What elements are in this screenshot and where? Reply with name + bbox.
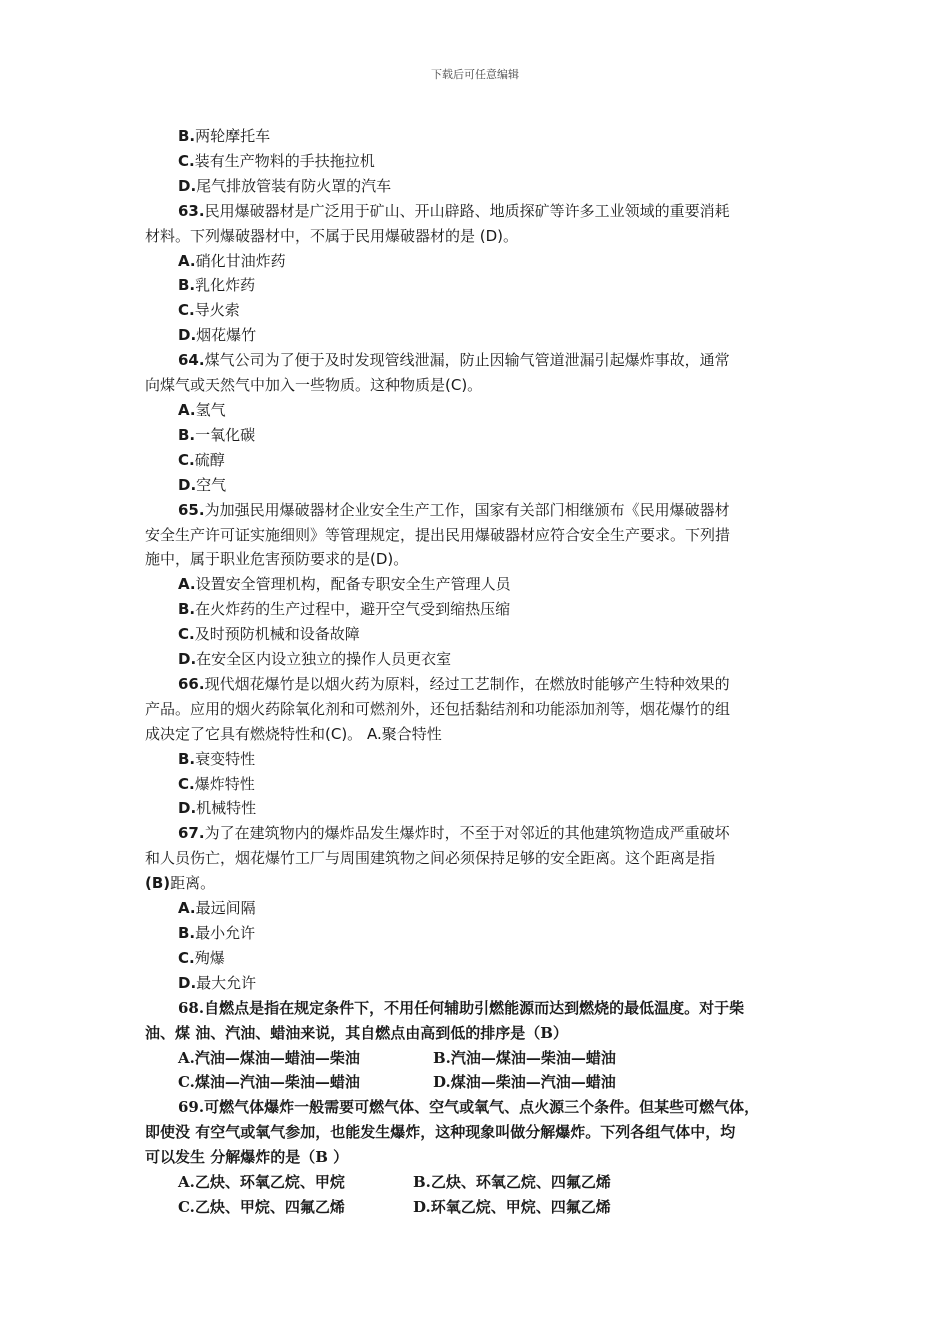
line-text: 在火炸药的生产过程中，避开空气受到缩热压缩 [195, 600, 511, 619]
line-text: 氢气 [195, 400, 226, 419]
option-line [145, 796, 815, 821]
question-68-line-1: 68.自燃点是指在规定条件下，不用任何辅助引燃能源而达到燃烧的最低温度。对于柴 [178, 998, 745, 1017]
option-line [145, 597, 815, 622]
option-line [145, 971, 815, 996]
line-number: A. [178, 575, 196, 594]
option-c: C.乙炔、甲烷、四氟乙烯 [178, 1197, 345, 1216]
line-number: D. [178, 176, 197, 195]
option-line [145, 249, 815, 274]
option-line [145, 747, 815, 772]
line-text: 殉爆 [194, 948, 225, 967]
line-number: (B) [145, 874, 171, 893]
question-continuation-line [145, 871, 815, 896]
document-body [145, 124, 815, 1220]
line-text: 及时预防机械和设备故障 [194, 625, 360, 644]
line-number: C. [178, 151, 195, 170]
line-number: C. [178, 625, 195, 644]
line-number: C. [178, 301, 195, 320]
line-text: 为加强民用爆破器材企业安全生产工作，国家有关部门相继颁布《民用爆破器材 [204, 500, 730, 519]
question-line [145, 498, 815, 523]
line-text: 一氧化碳 [195, 425, 256, 444]
line-number: B. [178, 749, 196, 768]
line-text: 为了在建筑物内的爆炸品发生爆炸时，不至于对邻近的其他建筑物造成严重破坏 [204, 824, 730, 843]
question-list [145, 124, 815, 996]
question-69-options-row-2 [145, 1195, 815, 1220]
question-69-line-1: 69.可燃气体爆炸一般需要可燃气体、空气或氧气、点火源三个条件。但某些可燃气体， [178, 1098, 760, 1117]
question-continuation-line [145, 722, 815, 747]
option-d: D.煤油—柴油—汽油—蜡油 [433, 1073, 616, 1092]
page-header: 下载后可任意编辑 [431, 68, 519, 81]
option-line [145, 622, 815, 647]
line-text: 装有生产物料的手扶拖拉机 [194, 151, 375, 170]
line-number: B. [178, 425, 196, 444]
option-c: C.煤油—汽油—柴油—蜡油 [178, 1073, 360, 1092]
line-text: 乳化炸药 [195, 276, 256, 295]
line-text: 设置安全管理机构，配备专职安全生产管理人员 [195, 575, 511, 594]
line-number: A. [178, 251, 196, 270]
line-number: D. [178, 326, 197, 345]
line-text: 导火索 [194, 301, 240, 320]
question-continuation-line [145, 547, 815, 572]
line-text: 煤气公司为了便于及时发现管线泄漏，防止因输气管道泄漏引起爆炸事故，通常 [204, 351, 730, 370]
line-number: B. [178, 127, 196, 145]
question-68-line-2: 油、煤 油、汽油、蜡油来说，其自燃点由高到低的排序是（B） [145, 1023, 568, 1042]
line-text: 在安全区内设立独立的操作人员更衣室 [196, 650, 452, 669]
option-line [145, 946, 815, 971]
option-line [145, 398, 815, 423]
option-line [145, 124, 815, 149]
question-line [145, 199, 815, 224]
line-text: 最小允许 [195, 924, 256, 942]
option-line [145, 423, 815, 448]
line-text: 现代烟花爆竹是以烟火药为原料，经过工艺制作，在燃放时能够产生特种效果的 [204, 674, 730, 693]
line-text: 材料。下列爆破器材中，不属于民用爆破器材的是 (D)。 [145, 226, 519, 245]
line-text: 烟花爆竹 [196, 326, 257, 345]
line-number: B. [178, 276, 196, 295]
line-text: 安全生产许可证实施细则》等管理规定，提出民用爆破器材应符合安全生产要求。下列措 [145, 525, 731, 544]
line-text: 产品。应用的烟火药除氧化剂和可燃剂外，还包括黏结剂和功能添加剂等，烟花爆竹的组 [145, 699, 731, 718]
option-line [145, 273, 815, 298]
line-text: 机械特性 [196, 799, 257, 818]
option-line [145, 448, 815, 473]
line-number: 66. [178, 674, 205, 693]
line-text: 民用爆破器材是广泛用于矿山、开山辟路、地质探矿等许多工业领域的重要消耗 [204, 201, 730, 220]
line-text: 最大允许 [196, 973, 257, 992]
option-a: A.汽油—煤油—蜡油—柴油 [178, 1048, 360, 1067]
question-continuation-line [145, 373, 815, 398]
option-b: B.汽油—煤油—柴油—蜡油 [433, 1048, 616, 1067]
question-continuation-line [145, 523, 815, 548]
option-line [145, 473, 815, 498]
question-line [145, 672, 815, 697]
question-continuation-line [145, 697, 815, 722]
question-continuation-line [145, 224, 815, 249]
line-number: D. [178, 650, 197, 669]
line-text: 向煤气或天然气中加入一些物质。这种物质是(C)。 [145, 376, 483, 395]
line-number: 64. [178, 351, 205, 370]
option-b: B.乙炔、环氧乙烷、四氟乙烯 [413, 1173, 611, 1192]
line-text: 衰变特性 [195, 749, 256, 768]
option-line [145, 647, 815, 672]
line-text: 空气 [196, 475, 227, 494]
line-number: A. [178, 400, 196, 419]
line-text: 尾气排放管装有防火罩的汽车 [196, 176, 392, 195]
line-text: 硫醇 [194, 450, 225, 469]
option-line [145, 298, 815, 323]
question-line [145, 821, 815, 846]
option-a: A.乙炔、环氧乙烷、甲烷 [178, 1173, 345, 1192]
option-line [145, 174, 815, 199]
question-68-options-row-1 [145, 1046, 815, 1071]
question-69-line-3: 可以发生 分解爆炸的是（B ） [145, 1148, 349, 1167]
question-68-options-row-2 [145, 1070, 815, 1095]
question-69-line-2: 即使没 有空气或氧气参加，也能发生爆炸，这种现象叫做分解爆炸。下列各组气体中，均 [145, 1123, 736, 1142]
line-number: C. [178, 948, 195, 967]
option-line [145, 772, 815, 797]
line-number: D. [178, 799, 197, 818]
question-69-options-row-1 [145, 1170, 815, 1195]
line-number: 65. [178, 500, 205, 519]
line-text: 硝化甘油炸药 [195, 251, 286, 270]
line-text: 距离。 [170, 874, 216, 893]
line-text: 两轮摩托车 [195, 127, 271, 145]
line-number: D. [178, 475, 197, 494]
line-text: 最远间隔 [195, 899, 256, 918]
option-line [145, 896, 815, 921]
option-line [145, 921, 815, 946]
question-line [145, 348, 815, 373]
line-number: C. [178, 774, 195, 793]
option-line [145, 149, 815, 174]
line-text: 成决定了它具有燃烧特性和(C)。 A.聚合特性 [145, 724, 442, 743]
line-number: B. [178, 924, 196, 942]
line-number: D. [178, 973, 197, 992]
line-number: B. [178, 600, 196, 619]
question-continuation-line [145, 846, 815, 871]
line-number: C. [178, 450, 195, 469]
line-number: 63. [178, 201, 205, 220]
line-text: 爆炸特性 [194, 774, 255, 793]
line-number: A. [178, 899, 196, 918]
option-d: D.环氧乙烷、甲烷、四氟乙烯 [413, 1197, 611, 1216]
option-line [145, 572, 815, 597]
option-line [145, 323, 815, 348]
line-text: 施中，属于职业危害预防要求的是(D)。 [145, 550, 409, 569]
line-text: 和人员伤亡，烟花爆竹工厂与周围建筑物之间必须保持足够的安全距离。这个距离是指 [145, 849, 716, 868]
line-number: 67. [178, 824, 205, 843]
